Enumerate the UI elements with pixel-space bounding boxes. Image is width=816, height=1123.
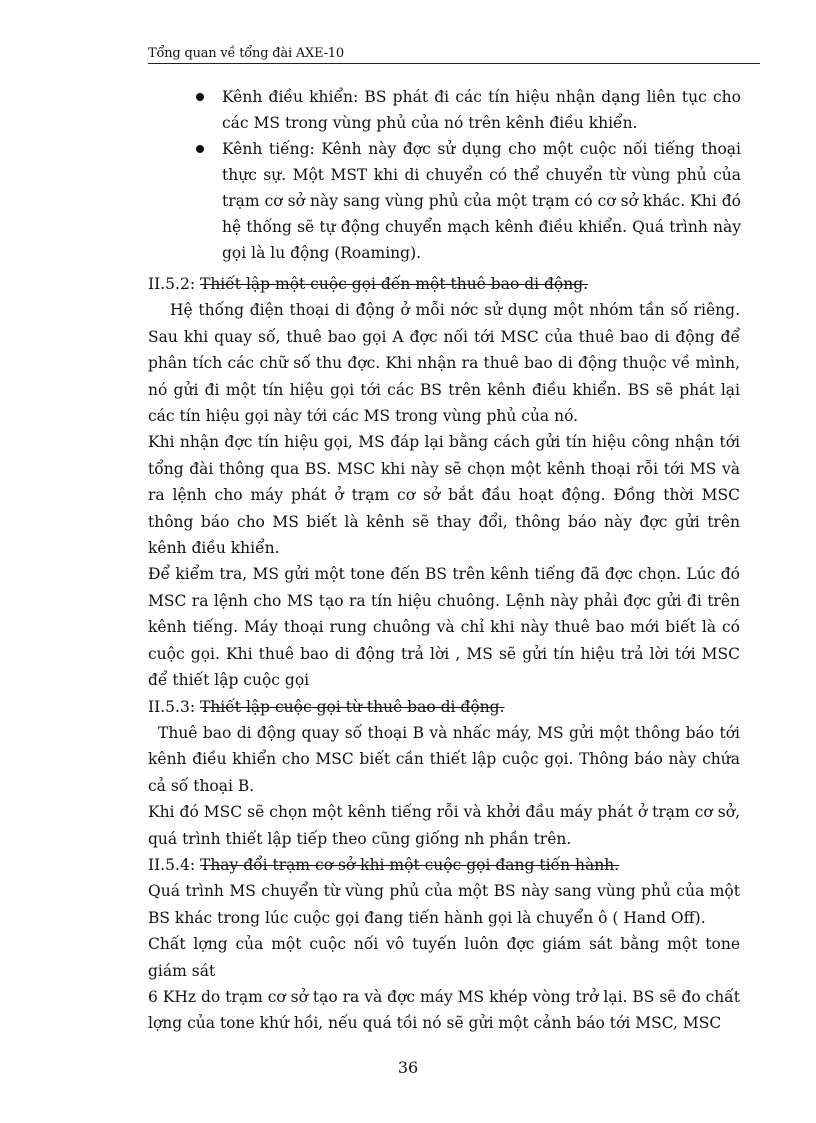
paragraph: Thuê bao di động quay số thoại B và nhấc máy, MS gửi một thông báo tới kênh điều khiển cho MSC biết cần thiết lập cuộc gọi. Thông báo này chứa cả số thoại B. bbox=[148, 723, 740, 795]
paragraph: Hệ thống điện thoại di động ở mỗi nớc sử dụng một nhóm tần số riêng. Sau khi quay số, thuê bao gọi A đợc nối tới MSC của thuê bao di động để phân tích các chữ số thu đợc. Khi nhận ra thuê bao di động thuộc về mình, nó gửi đi một tín hiệu gọi tới các BS trên kênh điều khiển. BS sẽ phát lại các tín hiệu gọi này tới các MS trong vùng phủ của nó. bbox=[148, 301, 740, 426]
bullet-item bbox=[196, 84, 741, 136]
section-number: II.5.4: bbox=[148, 855, 196, 874]
paragraph: Để kiểm tra, MS gửi một tone đến BS trên kênh tiếng đã đợc chọn. Lúc đó MSC ra lệnh cho MS tạo ra tín hiệu chuông. Lệnh này phải đợc gửi đi trên kênh tiếng. Máy thoại rung chuông và chỉ khi này thuê bao mới biết là có cuộc gọi. Khi thuê bao di động trả lời , MS sẽ gửi tín hiệu trả lời tới MSC để thiết lập cuộc gọi bbox=[148, 565, 740, 690]
section-title: Thay đổi trạm cơ sở khi một cuộc gọi đang tiến hành. bbox=[199, 855, 620, 874]
paragraph: Chất lợng của một cuộc nối vô tuyến luôn đợc giám sát bằng một tone giám sát bbox=[148, 935, 740, 980]
paragraph: Khi nhận đợc tín hiệu gọi, MS đáp lại bằng cách gửi tín hiệu công nhận tới tổng đài thông qua BS. MSC khi này sẽ chọn một kênh thoại rỗi tới MS và ra lệnh cho máy phát ở trạm cơ sở bắt đầu hoạt động. Đồng thời MSC thông báo cho MS biết là kênh sẽ thay đổi, thông báo này đợc gửi trên kênh điều khiển. bbox=[148, 433, 740, 558]
bullet-item bbox=[196, 136, 741, 266]
section-title: Thiết lập cuộc gọi từ thuê bao di động. bbox=[199, 697, 505, 716]
paragraph: Khi đó MSC sẽ chọn một kênh tiếng rỗi và khởi đầu máy phát ở trạm cơ sở, quá trình thiết lập tiếp theo cũng giống nh phần trên. bbox=[148, 803, 740, 848]
paragraph: Quá trình MS chuyển từ vùng phủ của một BS này sang vùng phủ của một BS khác trong lúc cuộc gọi đang tiến hành gọi là chuyển ô ( Hand Off). bbox=[148, 882, 740, 927]
paragraph: 6 KHz do trạm cơ sở tạo ra và đợc máy MS khép vòng trở lại. BS sẽ đo chất lợng của tone khứ hồi, nếu quá tồi nó sẽ gửi một cảnh báo tới MSC, MSC bbox=[148, 987, 740, 1033]
section-heading bbox=[148, 852, 740, 878]
bullet-text: Kênh điều khiển: BS phát đi các tín hiệu nhận dạng liên tục cho các MS trong vùng phủ của nó trên kênh điều khiển. bbox=[222, 88, 741, 132]
page-number: 36 bbox=[397, 1058, 419, 1077]
bullet-icon bbox=[196, 93, 204, 101]
section-heading bbox=[148, 694, 740, 720]
section-title: Thiết lập một cuộc gọi đến một thuê bao di động. bbox=[199, 275, 589, 293]
document-body bbox=[148, 271, 740, 1037]
section-number: II.5.2: bbox=[148, 275, 196, 293]
bullet-text: Kênh tiếng: Kênh này đợc sử dụng cho một cuộc nối tiếng thoại thực sự. Một MST khi di chuyển có thể chuyển từ vùng phủ của trạm cơ sở này sang vùng phủ của một trạm có cơ sở khác. Khi đó hệ thống sẽ tự động chuyển mạch kênh điều khiển. Quá trình này gọi là lu động (Roaming). bbox=[222, 140, 741, 262]
bullet-list bbox=[196, 84, 741, 266]
section-number: II.5.3: bbox=[148, 697, 196, 716]
bullet-icon bbox=[196, 145, 204, 153]
header-title: Tổng quan về tổng đài AXE-10 bbox=[148, 46, 344, 61]
section-heading bbox=[148, 271, 740, 297]
running-header bbox=[148, 46, 760, 64]
